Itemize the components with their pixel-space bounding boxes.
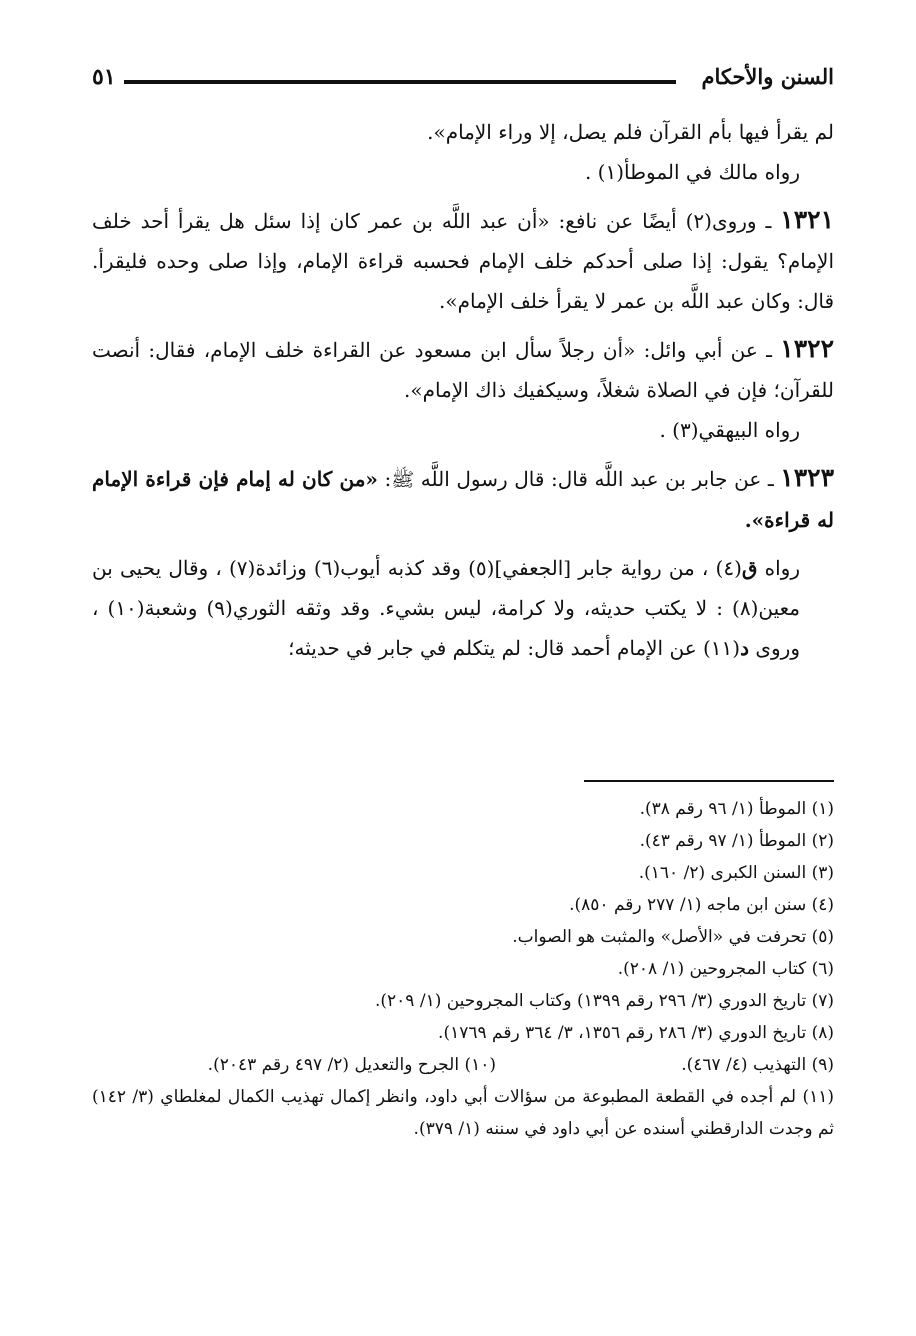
footnote-8: (٨) تاريخ الدوري (٣/ ٢٨٦ رقم ١٣٥٦، ٣/ ٣٦٤ رقم ١٧٦٩).	[438, 1023, 834, 1043]
main-text	[92, 112, 834, 668]
takhrij-part-a: رواه	[757, 556, 800, 580]
footnote-10: (١٠) الجرح والتعديل (٢/ ٤٩٧ رقم ٢٠٤٣).	[207, 1055, 496, 1075]
footnotes	[92, 793, 834, 1145]
hadith-number-1323: ١٣٢٣	[780, 463, 834, 492]
hadith-1323	[92, 458, 834, 540]
takhrij-code-d: د	[740, 636, 749, 660]
paragraph-takhrij	[92, 548, 834, 668]
hadith-text-1322: ـ عن أبي وائل: «أن رجلاً سأل ابن مسعود عن القراءة خلف الإمام، فقال: أنصت للقرآن؛ فإن في الصلاة شغلاً، وسيكفيك ذاك الإمام».	[92, 338, 834, 402]
footnote-7: (٧) تاريخ الدوري (٣/ ٢٩٦ رقم ١٣٩٩) وكتاب المجروحين (١/ ٢٠٩).	[374, 991, 834, 1011]
footnote-1: (١) الموطأ (١/ ٩٦ رقم ٣٨).	[639, 799, 834, 819]
hadith-1322	[92, 329, 834, 410]
paragraph-continuation: لم يقرأ فيها بأم القرآن فلم يصل، إلا وراء الإمام».	[427, 120, 834, 144]
hadith-text-1323: ـ عن جابر بن عبد اللَّه قال: قال رسول اللَّه	[414, 467, 781, 491]
hadith-colon-1323: :	[377, 467, 392, 491]
footnote-3: (٣) السنن الكبرى (٢/ ١٦٠).	[638, 863, 834, 883]
paragraph-source-malik: رواه مالك في الموطأ(١) .	[584, 160, 800, 184]
footnote-rule	[584, 780, 834, 782]
takhrij-part-c: (١١) عن الإمام أحمد قال: لم يتكلم في جابر في حديثه؛	[288, 636, 741, 660]
hadith-bold-text-1323: «من كان له إمام فإن قراءة الإمام له قراءة».	[92, 467, 834, 532]
footnote-9: (٩) التهذيب (٤/ ٤٦٧).	[681, 1055, 834, 1075]
hadith-number-1322: ١٣٢٢	[780, 334, 834, 363]
footnote-pair-9-10	[92, 1049, 834, 1081]
footnote-11: (١١) لم أجده في القطعة المطبوعة من سؤالات أبي داود، وانظر إكمال تهذيب الكمال لمغلطاي (٣/ ١٤٢) ثم وجدت الدارقطني أسنده عن أبي داود في سننه (١/ ٣٧٩).	[92, 1087, 834, 1139]
header-rule	[124, 80, 676, 84]
paragraph-source-bayhaqi: رواه البيهقي(٣) .	[659, 418, 800, 442]
footnote-6: (٦) كتاب المجروحين (١/ ٢٠٨).	[617, 959, 834, 979]
takhrij-part-b: (٤) ، من رواية جابر [الجعفي](٥) وقد كذبه أيوب(٦) وزائدة(٧) ، وقال يحيى بن معين(٨) : لا يكتب حديثه، ولا كرامة، ليس بشيء. وقد وثقه الثوري(٩) وشعبة(١٠) ، وروى	[92, 556, 800, 660]
hadith-1321	[92, 200, 834, 321]
footnote-4: (٤) سنن ابن ماجه (١/ ٢٧٧ رقم ٨٥٠).	[569, 895, 834, 915]
hadith-number-1321: ١٣٢١	[780, 205, 834, 234]
salutation-glyph: ﷺ	[391, 469, 415, 491]
running-title: السنن والأحكام	[701, 64, 834, 89]
footnote-5: (٥) تحرفت في «الأصل» والمثبت هو الصواب.	[512, 927, 834, 947]
page-number: ٥١	[92, 64, 116, 90]
footnote-2: (٢) الموطأ (١/ ٩٧ رقم ٤٣).	[639, 831, 834, 851]
takhrij-code-q: ق	[741, 556, 758, 580]
hadith-text-1321: ـ وروى(٢) أيضًا عن نافع: «أن عبد اللَّه بن عمر كان إذا سئل هل يقرأ أحد خلف الإمام؟ يقول: إذا صلى أحدكم خلف الإمام فحسبه قراءة الإمام، وإذا صلى وحده فليقرأ. قال: وكان عبد اللَّه بن عمر لا يقرأ خلف الإمام».	[92, 209, 834, 313]
page-header	[92, 60, 834, 100]
